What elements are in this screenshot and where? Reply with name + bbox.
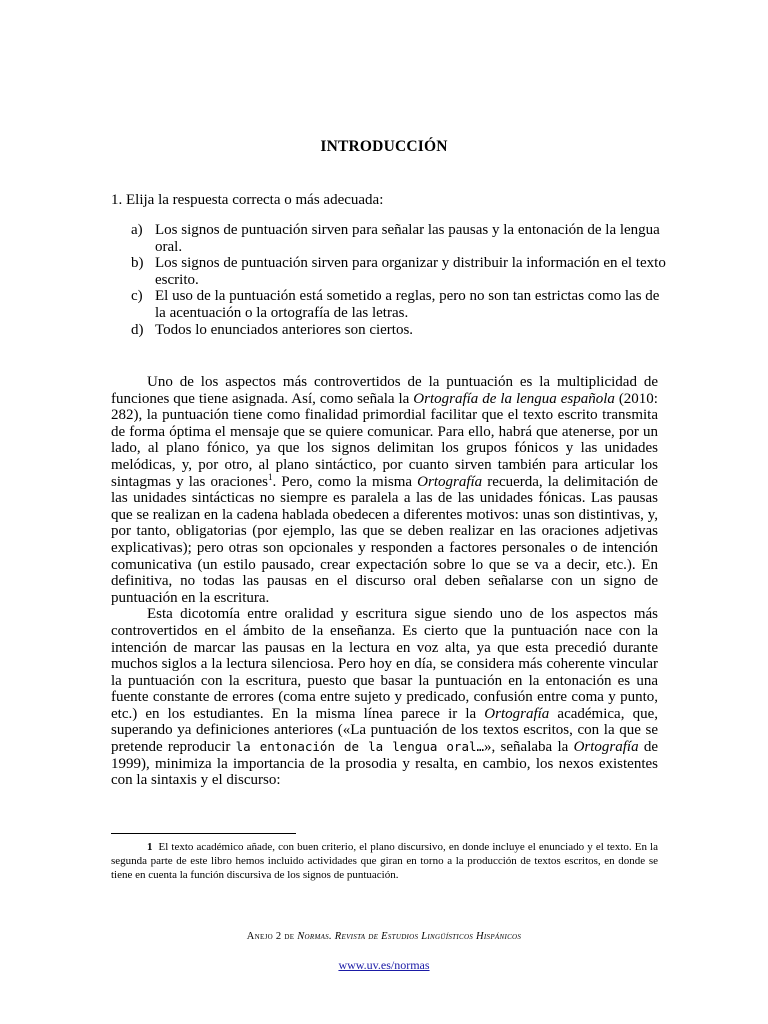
text-run: recuerda, la delimitación de las unidades sintácticas no siempre es paralela a las de las unidades fónicas. Las pausas que se realizan en la cadena hablada obedecen a diferentes motivos: unas son distintivas, y, por tanto, obligatorias (por ejemplo, las que se deben realizar en las oraciones adjetivas explicativas); pero otras son opcionales y responden a factores personales o de intención comunicativa (un estilo pausado, crear expectación sobre lo que se va a decir, etc.). En definitiva, no todas las pausas en el discurso oral deben señalarse con un signo de puntuación en la escritura. xyxy=(111,473,658,606)
footnote xyxy=(111,840,658,883)
series-title: Normas. Revista de Estudios Lingüísticos Hispánicos xyxy=(297,931,522,942)
paragraph-1 xyxy=(111,374,658,606)
italic-title: Ortografía de la lengua española xyxy=(413,390,615,407)
body-text xyxy=(111,374,658,789)
option-c xyxy=(131,288,671,321)
paragraph-2 xyxy=(111,606,658,789)
text-run: Uno de los aspectos más controvertidos de la puntuación es la multiplicidad de funciones que tiene asignada. Así, como señala la xyxy=(111,374,658,407)
option-text: Los signos de puntuación sirven para señalar las pausas y la entonación de la lengua oral. xyxy=(155,222,660,255)
footnote-divider xyxy=(111,833,296,834)
footer-link[interactable]: www.uv.es/normas xyxy=(338,958,430,972)
italic-title: Ortografía xyxy=(417,473,483,490)
page-title: INTRODUCCIÓN xyxy=(320,138,448,155)
option-letter: a) xyxy=(131,222,143,238)
option-text: El uso de la puntuación está sometido a reglas, pero no son tan estrictas como las de la acentuación o la ortografía de las letras. xyxy=(155,288,660,321)
text-run: . Pero, como la misma xyxy=(272,473,418,490)
text-run: », señalaba la xyxy=(484,739,574,756)
text-run: de 1999), minimiza la importancia de la prosodia y resalta, en cambio, los nexos existentes con la sintaxis y el discurso: xyxy=(111,739,659,789)
journal-series xyxy=(0,931,768,942)
option-b xyxy=(131,255,671,288)
option-text: Los signos de puntuación sirven para organizar y distribuir la información en el texto escrito. xyxy=(155,255,666,288)
series-prefix: Anejo 2 de xyxy=(246,931,298,942)
text-run: (2010: 282), la puntuación tiene como finalidad primordial facilitar que el texto escrito transmita de forma óptima el mensaje que se quiere comunicar. Para ello, habrá que atenerse, por un lado, al plano fónico, ya que los signos delimitan los grupos fónicos y las unidades melódicas, y, por otro, al plano sintáctico, por cuanto sirven también para articular los sintagmas y las oraciones xyxy=(111,390,658,490)
answer-options xyxy=(131,222,671,338)
text-run: académica, que, superando ya definiciones anteriores («La puntuación de los textos escritos, con la que se pretende reproducir xyxy=(111,705,658,756)
option-d xyxy=(131,322,671,339)
option-a xyxy=(131,222,671,255)
quoted-mono-text: la entonación de la lengua oral… xyxy=(235,739,485,755)
text-run: Esta dicotomía entre oralidad y escritura sigue siendo uno de los aspectos más controvertidos en el ámbito de la enseñanza. Es cierto que la puntuación nace con la intención de marcar las pausas en la lectura en voz alta, ya que esta precedió durante muchos siglos a la lectura silenciosa. Pero hoy en día, se considera más coherente vincular la puntuación con la escritura, puesto que basar la puntuación en la entonación es una fuente constante de errores (coma entre sujeto y predicado, confusión entre coma y punto, etc.) en los estudiantes. En la misma línea parece ir la xyxy=(111,606,658,722)
footnote-ref: 1 xyxy=(267,471,273,482)
footnote-text: El texto académico añade, con buen criterio, el plano discursivo, en donde incluye el enunciado y el texto. En la segunda parte de este libro hemos incluido actividades que giran en torno a la producción de textos escritos, en donde se tiene en cuenta la función discursiva de los signos de puntuación. xyxy=(111,841,658,882)
option-text: Todos lo enunciados anteriores son ciertos. xyxy=(155,321,414,338)
italic-title: Ortografía xyxy=(573,739,639,756)
option-letter: c) xyxy=(131,288,143,305)
option-letter: b) xyxy=(131,255,144,272)
option-letter: d) xyxy=(131,321,144,338)
italic-title: Ortografía xyxy=(484,705,550,722)
footnote-number: 1 xyxy=(147,841,153,853)
question-text: 1. Elija la respuesta correcta o más adecuada: xyxy=(111,192,384,208)
